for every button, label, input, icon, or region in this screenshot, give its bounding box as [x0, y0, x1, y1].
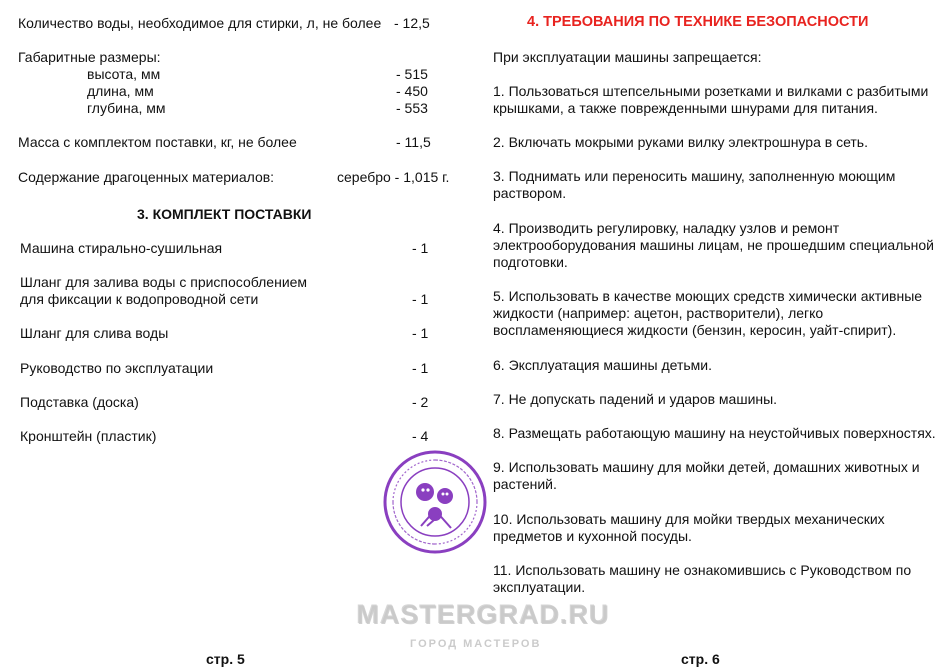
kit-item-qty: - 2: [412, 394, 429, 410]
kit-item-label: Кронштейн (пластик): [20, 428, 157, 444]
dimension-depth-value: - 553: [396, 100, 428, 116]
water-amount-label: Количество воды, необходимое для стирки, л, не более: [18, 15, 382, 31]
water-amount-value: - 12,5: [394, 15, 430, 31]
dimension-length-value: - 450: [396, 83, 428, 99]
kit-item-qty: - 1: [412, 291, 429, 307]
page-number-right: стр. 6: [681, 651, 720, 667]
safety-item-line: 8. Размещать работающую машину на неустойчивых поверхностях.: [493, 425, 936, 441]
kit-item-label: Подставка (доска): [20, 394, 139, 410]
stamp-seal-icon: [381, 448, 489, 556]
safety-item-line: воспламеняющиеся жидкости (бензин, керосин, уайт-спирит).: [493, 322, 897, 338]
safety-item-line: предметов и кухонной посуды.: [493, 528, 692, 544]
section-3-title: 3. КОМПЛЕКТ ПОСТАВКИ: [137, 206, 312, 222]
kit-item-qty: - 1: [412, 360, 429, 376]
safety-item-line: подготовки.: [493, 254, 568, 270]
dimension-depth-label: глубина, мм: [87, 100, 166, 116]
safety-item-line: 3. Поднимать или переносить машину, заполненную моющим: [493, 168, 896, 184]
precious-materials-label: Содержание драгоценных материалов:: [18, 169, 275, 185]
safety-item-line: 11. Использовать машину не ознакомившись с Руководством по: [493, 562, 912, 578]
section-4-title: 4. ТРЕБОВАНИЯ ПО ТЕХНИКЕ БЕЗОПАСНОСТИ: [527, 14, 869, 30]
kit-item-qty: - 1: [412, 240, 429, 256]
precious-materials-value: серебро - 1,015 г.: [337, 169, 450, 185]
safety-item-line: 4. Производить регулировку, наладку узлов и ремонт: [493, 220, 840, 236]
mass-value: - 11,5: [396, 134, 431, 150]
watermark-logo: MASTERGRAD.RU: [356, 599, 609, 629]
safety-item-line: растений.: [493, 476, 557, 492]
mass-label: Масса с комплектом поставки, кг, не более: [18, 134, 297, 150]
safety-item-line: 2. Включать мокрыми руками вилку электрошнура в сеть.: [493, 134, 868, 150]
dimension-height-value: - 515: [396, 66, 428, 82]
safety-intro: При эксплуатации машины запрещается:: [493, 49, 762, 65]
safety-item-line: 9. Использовать машину для мойки детей, домашних животных и: [493, 459, 920, 475]
kit-item-label: Шланг для слива воды: [20, 325, 169, 341]
dimension-height-label: высота, мм: [87, 66, 161, 82]
kit-item-label: Шланг для залива воды с приспособлением: [20, 274, 308, 290]
safety-item-line: 10. Использовать машину для мойки твердых механических: [493, 511, 885, 527]
safety-item-line: 6. Эксплуатация машины детьми.: [493, 357, 713, 373]
safety-item-line: раствором.: [493, 185, 567, 201]
safety-item-line: 1. Пользоваться штепсельными розетками и вилками с разбитыми: [493, 83, 929, 99]
dimension-length-label: длина, мм: [87, 83, 154, 99]
kit-item-qty: - 4: [412, 428, 429, 444]
kit-item-qty: - 1: [412, 325, 429, 341]
safety-item-line: 7. Не допускать падений и ударов машины.: [493, 391, 778, 407]
page-number-left: стр. 5: [206, 651, 245, 667]
watermark-subtitle: ГОРОД МАСТЕРОВ: [410, 638, 542, 650]
safety-item-line: 5. Использовать в качестве моющих средств химически активные: [493, 288, 923, 304]
safety-item-line: электрооборудования машины лицам, не прошедшим специальной: [493, 237, 934, 253]
safety-item-line: жидкости (например: ацетон, растворители), легко: [493, 305, 824, 321]
safety-item-line: крышками, а также поврежденными шнурами для питания.: [493, 100, 878, 116]
kit-item-label: Машина стирально-сушильная: [20, 240, 223, 256]
kit-item-label-line2: для фиксации к водопроводной сети: [20, 291, 259, 307]
kit-item-label: Руководство по эксплуатации: [20, 360, 214, 376]
dimensions-title: Габаритные размеры:: [18, 49, 161, 65]
safety-item-line: эксплуатации.: [493, 579, 586, 595]
